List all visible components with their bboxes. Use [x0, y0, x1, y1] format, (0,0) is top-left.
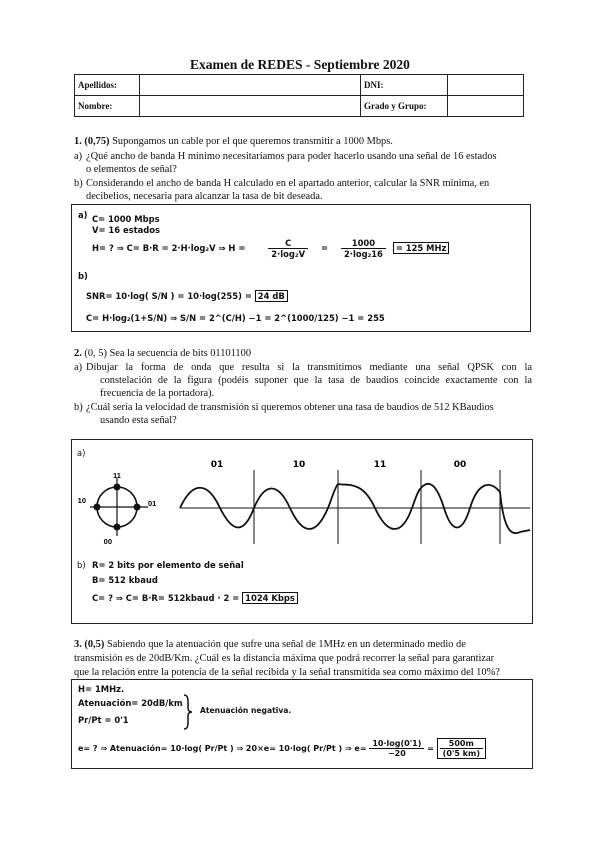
- q2-a-text-2: constelación de la figura (podéis suponer que la tasa de baudios coincide exactamente con la: [100, 375, 532, 386]
- q1-ans-a-frac-1-den: 2·log₂V: [271, 249, 306, 259]
- q3-answer-box: [71, 679, 533, 769]
- q1-ans-a-result: = 125 MHz: [393, 242, 450, 254]
- q2-stem: [74, 347, 251, 360]
- q3-ans-frac: [369, 739, 424, 758]
- constellation: [78, 471, 157, 546]
- q1-b-mark: b): [74, 178, 83, 189]
- q1-ans-a-frac-2-num: 1000: [341, 238, 386, 249]
- q2-b-text-1: ¿Cuál sería la velocidad de transmisión si queremos obtener una tasa de baudios de 512 KBaudios: [86, 402, 494, 413]
- q2-b-text-2: usando esta señal?: [100, 415, 177, 426]
- apellidos-field[interactable]: [140, 75, 361, 96]
- symbol-10-label: 10: [77, 496, 86, 505]
- q2-ans-b-calc: [92, 593, 298, 603]
- dni-field[interactable]: [448, 75, 524, 96]
- q3-text-3: que la relación entre la potencia de la señal recibida y la señal transmitida sea como máximo del 10%?: [74, 667, 500, 678]
- q1-ans-a-equals: =: [320, 243, 329, 253]
- q1-ans-a-frac-1-num: C: [268, 238, 308, 249]
- q1-a-text-1: ¿Qué ancho de banda H mínimo necesitaríamos para poder hacerlo usando una señal de 16 estados: [86, 151, 497, 162]
- q3-ans-line-2: Atenuación= 20dB/km: [78, 698, 183, 708]
- waveform-label-4: 00: [453, 460, 467, 470]
- grado-field[interactable]: [448, 96, 524, 117]
- dni-label: DNI:: [361, 75, 448, 96]
- q2-a-text-3: frecuencia de la portadora).: [100, 388, 215, 399]
- q1-ans-a-frac-1: [268, 238, 308, 259]
- q1-ans-b-line-1: SNR= 10·log( S/N ) = 10·log(255) =: [86, 291, 252, 301]
- nombre-field[interactable]: [140, 96, 361, 117]
- q2-points: (0, 5): [84, 348, 107, 359]
- q3-ans-brace-note: Atenuación negativa.: [200, 706, 292, 715]
- q2-a-mark: a): [74, 362, 83, 373]
- q1-ans-a-frac-2-den: 2·log₂16: [343, 249, 383, 259]
- q2-ans-b-line-1: R= 2 bits por elemento de señal: [92, 560, 244, 570]
- q1-ans-b-line-2: C= H·log₂(1+S/N) ⇒ S/N = 2^(C/H) −1 = 2^(1000/125) −1 = 255: [86, 313, 385, 323]
- waveform-label-3: 11: [373, 460, 387, 470]
- q1-ans-b-snr: [86, 291, 288, 301]
- student-info-table: [74, 74, 524, 117]
- q3-ans-equals: =: [427, 744, 434, 753]
- q1-a-mark: a): [74, 151, 83, 162]
- symbol-11-point: [114, 484, 121, 491]
- symbol-11-label: 11: [113, 471, 121, 480]
- apellidos-label: Apellidos:: [75, 75, 140, 96]
- waveform-label-2: 10: [292, 460, 306, 470]
- q2-ans-b-line-3: C= ? ⇒ C= B·R= 512kbaud · 2 =: [92, 593, 240, 603]
- q3-text-1: Sabiendo que la atenuación que sufre una señal de 1MHz en un determinado medio de: [106, 639, 466, 650]
- q2-ans-b-result: 1024 Kbps: [242, 592, 298, 604]
- q1-a-text-2: o elementos de señal?: [86, 164, 177, 175]
- page-title: Examen de REDES - Septiembre 2020: [190, 57, 410, 72]
- q3-number: 3. (0,5): [74, 639, 105, 650]
- brace-icon: [182, 694, 194, 730]
- symbol-01-label: 01: [148, 499, 157, 508]
- q1-b-text-2: decibelios, necesaria para alcanzar la tasa de bit deseada.: [86, 191, 323, 202]
- q1-ans-b-label: b): [78, 271, 88, 281]
- qpsk-diagram: [72, 440, 532, 550]
- nombre-label: Nombre:: [75, 96, 140, 117]
- q3-ans-frac-num: 10·log(0'1): [369, 739, 424, 749]
- q1-answer-box: [71, 204, 531, 332]
- q3-ans-line-4: e= ? ⇒ Atenuación= 10·log( Pr/Pt ) ⇒ 20×e= 10·log( Pr/Pt ) ⇒ e=: [78, 744, 367, 753]
- q2-a-text-1: Dibujar la forma de onda que resulta si la transmitimos mediante una señal QPSK con la: [86, 362, 532, 373]
- grado-label: Grado y Grupo:: [361, 96, 448, 117]
- symbol-10-point: [94, 504, 101, 511]
- q3-ans-line-3: Pr/Pt = 0'1: [78, 715, 129, 725]
- q1-ans-a-line-1: C= 1000 Mbps: [92, 214, 160, 224]
- q3-ans-line-1: H= 1MHz.: [78, 684, 125, 694]
- q1-text: Supongamos un cable por el que queremos transmitir a 1000 Mbps.: [112, 136, 393, 147]
- q1-ans-a-label: a): [78, 210, 88, 220]
- q1-ans-a-calc: [92, 238, 449, 259]
- q3-ans-frac-den: −20: [387, 749, 406, 758]
- q2-answer-box: [71, 439, 533, 624]
- waveform: [180, 460, 530, 544]
- q1-stem: [74, 135, 393, 148]
- q1-ans-a-frac-2: [341, 238, 386, 259]
- q2-text: Sea la secuencia de bits 01101100: [109, 348, 252, 359]
- q1-b-text-1: Considerando el ancho de banda H calculado en el apartado anterior, calcular la SNR mínima, en: [86, 178, 490, 189]
- q3-text-2: transmisión es de 20dB/Km. ¿Cuál es la distancia máxima que podrá recorrer la señal para garantizar: [74, 653, 495, 664]
- symbol-00-point: [114, 524, 121, 531]
- q3-ans-result: [437, 738, 486, 759]
- q1-ans-b-result: 24 dB: [255, 290, 288, 302]
- q2-b-mark: b): [74, 402, 83, 413]
- q2-number: 2.: [74, 348, 82, 359]
- q2-ans-b-line-2: B= 512 kbaud: [92, 575, 158, 585]
- q3-line-1: [74, 638, 466, 651]
- waveform-signal: [180, 484, 530, 533]
- q2-ans-b-label: b): [77, 560, 86, 570]
- q1-ans-a-line-2: V= 16 estados: [92, 225, 161, 235]
- q3-ans-result-den: (0'5 km): [442, 749, 480, 758]
- q1-number: 1. (0,75): [74, 136, 110, 147]
- q3-ans-result-num: 500m: [440, 739, 483, 749]
- q3-ans-calc: [78, 738, 486, 759]
- waveform-label-1: 01: [210, 460, 224, 470]
- q2-ans-a-label: a): [77, 448, 86, 458]
- symbol-00-label: 00: [103, 537, 112, 546]
- symbol-01-point: [134, 504, 141, 511]
- q1-ans-a-line-3: H= ? ⇒ C= B·R = 2·H·log₂V ⇒ H =: [92, 243, 246, 253]
